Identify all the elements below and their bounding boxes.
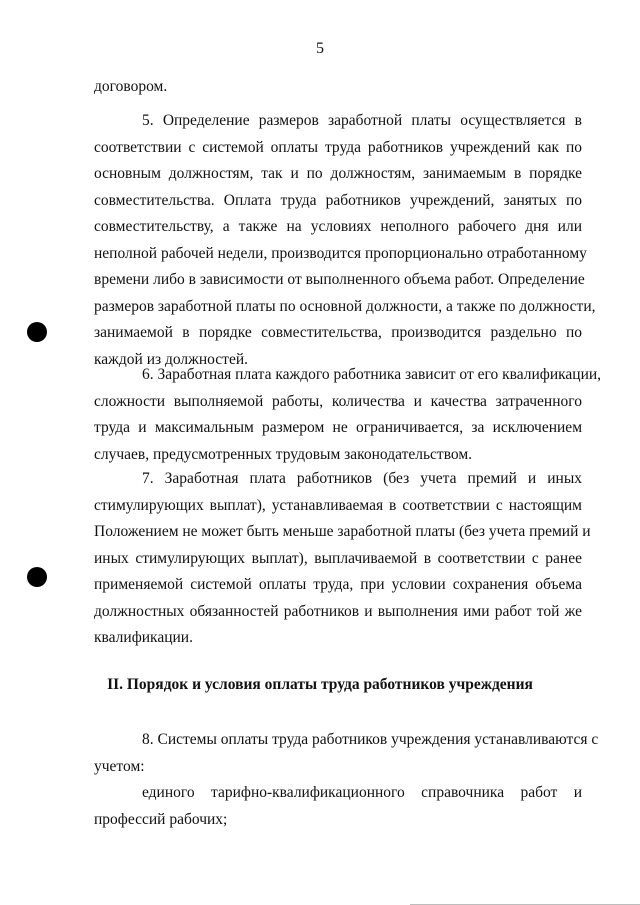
- paragraph-line: применяемой системой оплаты труда, при условии сохранения объема: [94, 576, 582, 593]
- paragraph-line: сложности выполняемой работы, количества и качества затраченного: [94, 392, 582, 410]
- binder-hole-bottom: [27, 567, 47, 587]
- paragraph-line: 5. Определение размеров заработной платы осуществляется в: [142, 112, 582, 129]
- paragraph-8: [94, 727, 599, 780]
- paragraph-line: размеров заработной платы по основной должности, а также по должности,: [94, 297, 596, 315]
- binder-hole-top: [27, 322, 47, 342]
- paragraph-line: времени либо в зависимости от выполненного объема работ. Определение: [94, 271, 585, 288]
- paragraph-line: занимаемой в порядке совместительства, производится раздельно по: [94, 324, 582, 341]
- paragraph-line: труда и максимальным размером не ограничивается, за исключением: [94, 419, 582, 436]
- paragraph-5: [94, 108, 596, 373]
- paragraph-line: единого тарифно-квалификационного справочника работ и: [142, 784, 582, 801]
- intro-line: договором.: [94, 78, 168, 95]
- paragraph-line: стимулирующих выплат), устанавливаемая в соответствии с настоящим: [94, 496, 582, 514]
- intro-text: [94, 74, 582, 101]
- paragraph-line: иных стимулирующих выплат), выплачиваемой в соответствии с ранее: [94, 549, 582, 567]
- paragraph-line: 6. Заработная плата каждого работника зависит от его квалификации,: [142, 366, 602, 383]
- paragraph-line: Положением не может быть меньше заработной платы (без учета премий и: [94, 523, 591, 540]
- paragraph-line: соответствии с системой оплаты труда работников учреждений как по: [94, 138, 582, 156]
- paragraph-line: 8. Системы оплаты труда работников учреждения устанавливаются с: [142, 731, 599, 748]
- paragraph-line: основным должностям, так и по должностям, занимаемым в порядке: [94, 165, 582, 182]
- section-heading: II. Порядок и условия оплаты труда работников учреждения: [107, 676, 533, 693]
- paragraph-line: квалификации.: [94, 629, 193, 646]
- paragraph-line: совместительству, а также на условиях неполного рабочего дня или: [94, 218, 582, 235]
- paragraph-7: [94, 466, 591, 652]
- paragraph-8-item-1: [94, 780, 582, 833]
- paragraph-line: совместительства. Оплата труда работников учреждений, занятых по: [94, 191, 582, 209]
- paragraph-line: 7. Заработная плата работников (без учета премий и иных: [142, 470, 582, 487]
- paragraph-line: учетом:: [94, 757, 145, 775]
- paragraph-line: случаев, предусмотренных трудовым законодательством.: [94, 445, 473, 463]
- paragraph-line: неполной рабочей недели, производится пропорционально отработанному: [94, 244, 587, 262]
- paragraph-line: каждой из должностей.: [94, 350, 248, 368]
- paragraph-line: профессий рабочих;: [94, 810, 228, 828]
- paragraph-line: должностных обязанностей работников и выполнения ими работ той же: [94, 602, 582, 620]
- page-number: 5: [316, 40, 324, 57]
- paragraph-6: [94, 362, 602, 468]
